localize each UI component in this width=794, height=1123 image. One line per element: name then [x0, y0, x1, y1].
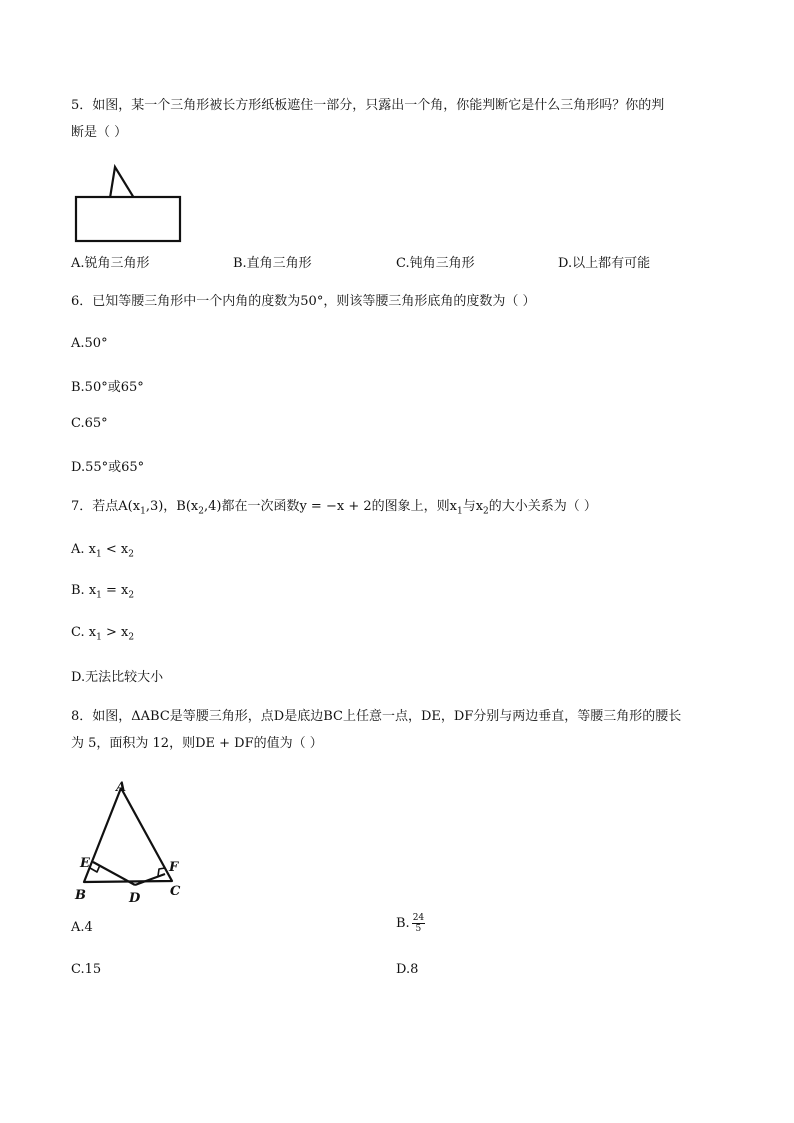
q5-option-b: B.直角三角形 [233, 256, 312, 271]
q8-option-a: A.4 [71, 920, 93, 935]
q8-option-d: D.8 [396, 962, 419, 977]
q6-option-d: D.55°或65° [71, 460, 145, 475]
q8-label-a: A [116, 780, 127, 795]
q7-stem: 7．若点$A(x_1,3)$，$B(x_2,4)$都在一次函数y = −x + 2的图象上，则$x_1$与$x_2$的大小关系为（ ） [71, 499, 597, 517]
q8-label-d: D [129, 891, 141, 906]
q7-option-d: D.无法比较大小 [71, 670, 164, 685]
q7-option-c: C. $x_1 > x_2$ [71, 625, 135, 643]
q5-stem-line1: 5．如图，某一个三角形被长方形纸板遮住一部分，只露出一个角，你能判断它是什么三角形吗？你的判 [71, 98, 665, 113]
q8-option-c: C.15 [71, 962, 102, 977]
q5-option-d: D.以上都有可能 [558, 256, 651, 271]
q8-label-e: E [80, 856, 90, 871]
q6-stem: 6．已知等腰三角形中一个内角的度数为50°，则该等腰三角形底角的度数为（ ） [71, 294, 536, 309]
q6-option-b: B.50°或65° [71, 380, 144, 395]
q8-label-b: B [75, 888, 86, 903]
q6-option-a: A.50° [71, 336, 108, 351]
q8-label-c: C [170, 884, 181, 899]
q5-option-a: A.锐角三角形 [71, 256, 150, 271]
q8-triangle-figure [70, 778, 190, 908]
q5-figure [74, 165, 184, 245]
q6-option-c: C.65° [71, 416, 108, 431]
q8-triangle-abc [84, 788, 172, 882]
q5-option-c: C.钝角三角形 [396, 256, 475, 271]
q8-stem-line2: 为 5，面积为 12，则DE + DF的值为（ ） [71, 736, 323, 751]
q8-stem-line1: 8．如图，ΔABC是等腰三角形，点D是底边BC上任意一点，DE，DF分别与两边垂直，等腰三角形的腰长 [71, 709, 682, 724]
q5-stem-line2: 断是（ ） [71, 125, 128, 140]
q7-option-a: A. $x_1 < x_2$ [71, 542, 134, 560]
q8-label-f: F [169, 860, 179, 875]
q8-segment-df [135, 874, 165, 885]
q8-option-b: B. $\frac{24}{5}$ [396, 913, 425, 934]
q7-option-b: B. $x_1 = x_2$ [71, 583, 135, 601]
q5-exposed-angle [110, 167, 134, 198]
q8-option-b-fraction: $\frac{24}{5}$ [412, 913, 425, 934]
q5-cardboard-rect [76, 197, 180, 241]
